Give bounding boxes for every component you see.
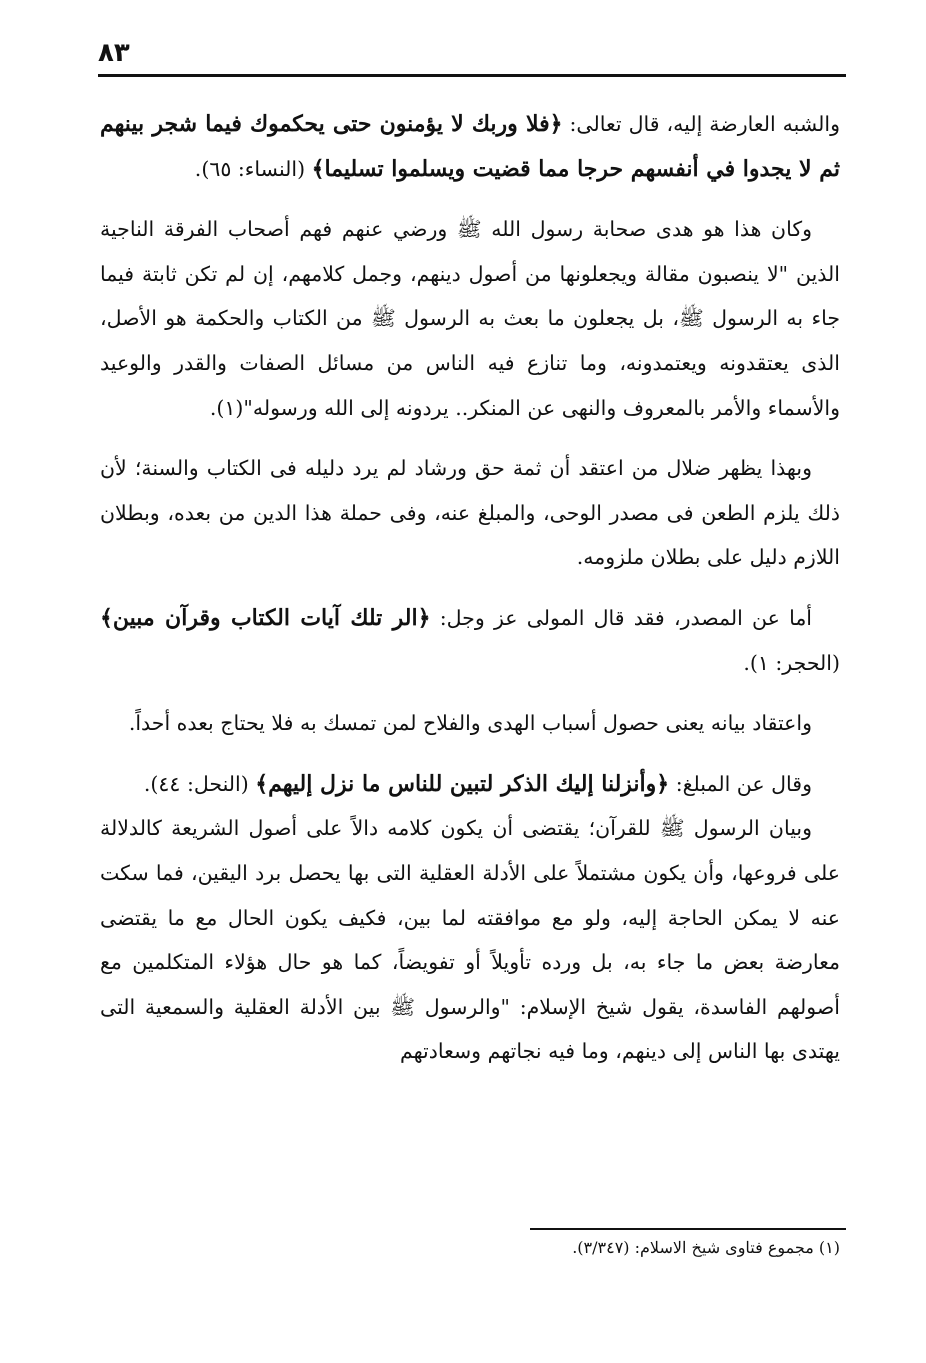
verse-reference: (الحجر: ١). [743,650,840,675]
page-number: ٨٣ [98,38,130,68]
paragraph-5 [100,701,840,746]
paragraph-1 [100,102,840,191]
paragraph-text: وكان هذا هو هدى صحابة رسول الله ﷺ ورضي عنهم فهم أصحاب الفرقة الناجية الذين "لا ينصبون مقالة ويجعلونها من أصول دينهم، وجمل كلامهم، إن لم تكن ثابتة فيما جاء به الرسول ﷺ، بل يجعلون ما بعث به الرسول ﷺ من الكتاب والحكمة هو الأصل، الذى يعتقدونه ويعتمدونه، وما تنازع فيه الناس من مسائل الصفات والقدر والوعيد والأسماء والأمر بالمعروف والنهى عن المنكر.. يردونه إلى الله ورسوله"(١). [100,217,840,420]
verse-reference: (النساء: ٦٥). [194,156,312,181]
paragraph-text: واعتقاد بيانه يعنى حصول أسباب الهدى والفلاح لمن تمسك به فلا يحتاج بعده أحداً. [128,711,812,736]
paragraph-3 [100,446,840,580]
body-text [100,102,840,1074]
quran-quote: ﴿وأنزلنا إليك الذكر لتبين للناس ما نزل إليهم﴾ [255,770,670,797]
paragraph-4 [100,596,840,685]
quran-quote: ﴿فلا وربك لا يؤمنون حتى يحكموك فيما شجر بينهم ثم لا يجدوا في أنفسهم حرجا مما قضيت ويسلموا تسليما﴾ [100,111,840,182]
verse-reference: (النحل: ٤٤). [143,771,256,796]
footnote-rule [530,1228,846,1230]
quran-quote: ﴿الر تلك آيات الكتاب وقرآن مبين﴾ [100,604,431,631]
paragraph-7 [100,806,840,1074]
paragraph-2 [100,207,840,430]
footnote: (١) مجموع فتاوى شيخ الاسلام: (٣/٣٤٧). [572,1238,840,1257]
paragraph-text: أما عن المصدر، فقد قال المولى عز وجل: [430,605,812,630]
paragraph-text: وبيان الرسول ﷺ للقرآن؛ يقتضى أن يكون كلامه دالاً على أصول الشريعة كالدلالة على فروعها، وأن يكون مشتملاً على الأدلة العقلية التى بها يحصل برد اليقين، فما سكت عنه لا يمكن الحاجة إليه، ولو مع موافقته لما بين، فكيف يكون الحال مع ما يقتضى معارضة بعض ما جاء به، بل ورده تأويلاً أو تفويضاً، كما هو حال هؤلاء المتكلمين مع أصولهم الفاسدة، يقول شيخ الإسلام: "والرسول ﷺ بين الأدلة العقلية والسمعية التى يهتدى بها الناس إلى دينهم، وما فيه نجاتهم وسعادتهم [100,816,840,1064]
paragraph-text: والشبه العارضة إليه، قال تعالى: [562,112,840,136]
header-rule [98,74,846,77]
paragraph-6 [100,762,840,807]
paragraph-text: وبهذا يظهر ضلال من اعتقد أن ثمة حق ورشاد لم يرد دليله فى الكتاب والسنة؛ لأن ذلك يلزم الطعن فى مصدر الوحى، والمبلغ عنه، وفى حملة هذا الدين من بعده، وبطلان اللازم دليل على بطلان ملزومه. [100,456,840,570]
paragraph-text: وقال عن المبلغ: [669,771,812,796]
